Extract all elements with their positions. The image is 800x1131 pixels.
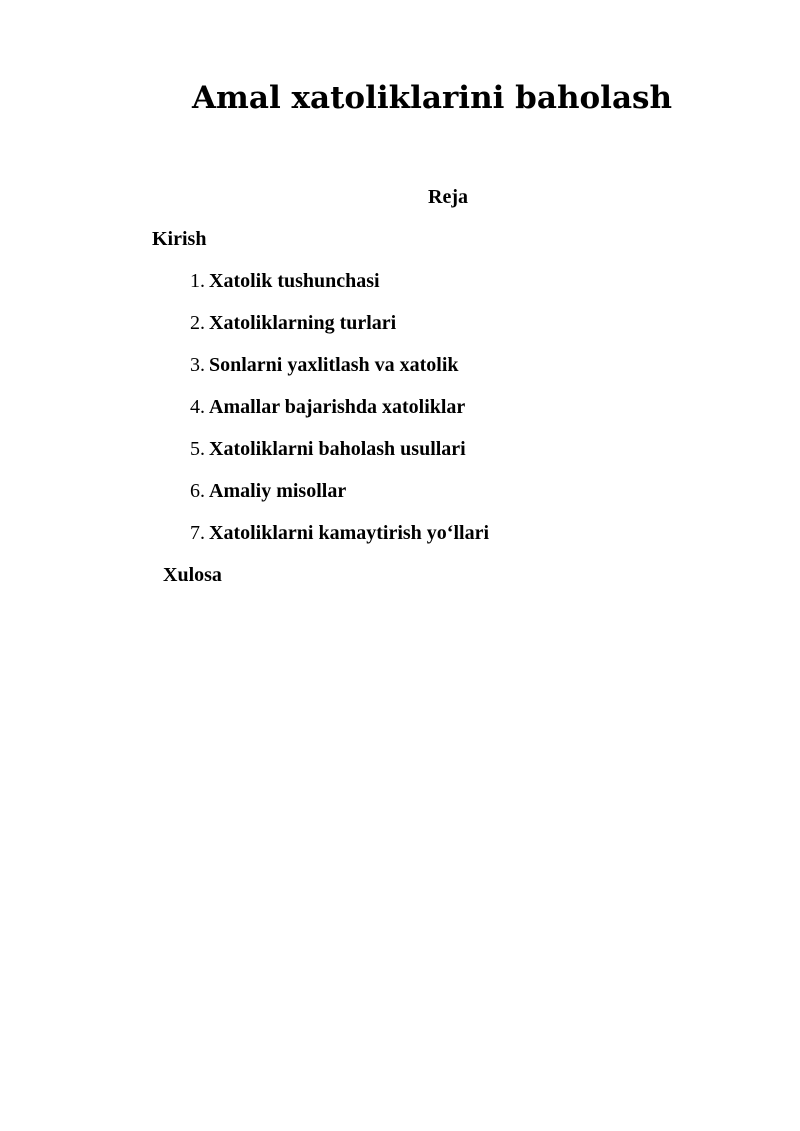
list-item-number: 5.	[190, 438, 205, 460]
list-item	[0, 436, 489, 478]
conclusion-heading: Xulosa	[163, 564, 222, 586]
list-item-number: 6.	[190, 480, 205, 502]
list-item-number: 4.	[190, 396, 205, 418]
table-of-contents	[0, 268, 489, 562]
list-item-text: Amaliy misollar	[209, 480, 347, 502]
plan-heading: Reja	[428, 186, 468, 208]
list-item-text: Xatoliklarni baholash usullari	[209, 438, 466, 460]
list-item	[0, 478, 489, 520]
list-item	[0, 310, 489, 352]
list-item-number: 1.	[190, 270, 205, 292]
list-item-text: Xatoliklarni kamaytirish yo‘llari	[209, 522, 489, 544]
document-title: Amal xatoliklarini baholash	[192, 80, 673, 116]
list-item-number: 7.	[190, 522, 205, 544]
list-item-text: Sonlarni yaxlitlash va xatolik	[209, 354, 459, 376]
list-item	[0, 520, 489, 562]
list-item-number: 2.	[190, 312, 205, 334]
list-item	[0, 268, 489, 310]
list-item-number: 3.	[190, 354, 205, 376]
list-item	[0, 394, 489, 436]
list-item-text: Amallar bajarishda xatoliklar	[209, 396, 466, 418]
list-item-text: Xatolik tushunchasi	[209, 270, 380, 292]
list-item-text: Xatoliklarning turlari	[209, 312, 397, 334]
list-item	[0, 352, 489, 394]
intro-heading: Kirish	[152, 228, 207, 250]
